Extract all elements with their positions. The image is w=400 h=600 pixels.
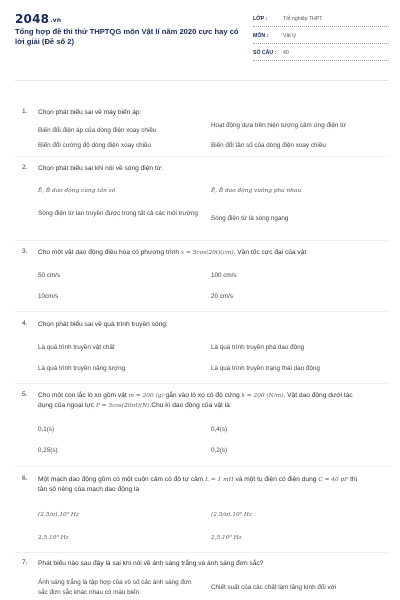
- option-c[interactable]: 0,25(s): [38, 447, 58, 454]
- question-text: [38, 475, 368, 495]
- option-d-text: 2,5.10⁶ Hz: [211, 535, 242, 541]
- question-number: 3.: [22, 248, 28, 255]
- question-text-part: Cho một con lắc lò xo gồm vật: [38, 392, 129, 399]
- exam-meta: [253, 14, 389, 65]
- option-a-text: (2.5/π).10⁵ Hz: [38, 512, 79, 518]
- question-number: 4.: [22, 320, 28, 327]
- meta-count-value: 40: [283, 50, 289, 56]
- question-number: 7.: [22, 559, 28, 566]
- option-b[interactable]: [211, 510, 371, 521]
- header-divider: [15, 80, 389, 81]
- question-text-part: gắn vào lò xo có độ cứng: [163, 392, 242, 399]
- option-b[interactable]: 100 cm/s: [211, 272, 237, 279]
- option-a[interactable]: 0,1(s): [38, 426, 55, 433]
- question-separator: [15, 240, 389, 241]
- meta-subject-value: Vật lý: [283, 33, 296, 39]
- site-logo[interactable]: [15, 12, 61, 26]
- option-c-text: 2,5.10⁵ Hz: [38, 535, 69, 541]
- option-b[interactable]: Hoạt động dựa trên hiện tượng cảm ứng điện từ: [211, 122, 347, 129]
- meta-class-label: LỚP :: [253, 16, 268, 22]
- question-text-part: thì tần số riêng của mạch dao động là: [38, 476, 358, 493]
- meta-count-label: SỐ CÂU :: [253, 50, 277, 56]
- question-text-part: . Vật dao động dưới tác dụng của ngoại lực: [38, 392, 353, 409]
- document-title: Tổng hợp đề thi thử THPTQG môn Vật lí năm 2020 cực hay có lời giải (Đề số 2): [15, 27, 239, 46]
- logo-text: 2048: [15, 12, 50, 26]
- option-d[interactable]: Là quá trình truyền trạng thái dao động: [211, 365, 320, 372]
- option-b[interactable]: Chiết suất của các chất làm lăng kính đối với: [211, 584, 337, 591]
- question-text: [38, 391, 368, 411]
- question-separator: [15, 311, 389, 312]
- question-separator: [15, 156, 389, 157]
- question-number: 1.: [22, 108, 28, 115]
- meta-class-row: [253, 14, 389, 27]
- option-a[interactable]: [38, 186, 198, 197]
- meta-class-value: Tốt nghiệp THPT: [283, 16, 323, 22]
- question-text: Chọn phát biểu sai về quá trình truyền sóng:: [38, 321, 168, 328]
- question-number: 5.: [22, 391, 28, 398]
- option-d[interactable]: 20 cm/s: [211, 293, 234, 300]
- option-b-text: Ē, B̄ dao động vuông pha nhau: [211, 188, 302, 194]
- option-c[interactable]: Sóng điện từ lan truyền được trong tất cả các môi trường: [38, 210, 198, 217]
- equation-stiffness: k = 200 (N/m): [241, 393, 284, 399]
- option-d[interactable]: Biến đổi tần số của dòng điện xoay chiều: [211, 142, 326, 149]
- question-text-part: Một mạch dao động gồm có một cuộn cảm có độ tự cảm: [38, 476, 206, 483]
- question-text: Phát biểu nào sau đây là sai khi nói về ánh sáng trắng và ánh sáng đơn sắc?: [38, 560, 264, 567]
- option-b[interactable]: 0,4(s): [211, 426, 228, 433]
- option-a[interactable]: [38, 510, 198, 521]
- option-d[interactable]: Sóng điện từ là sóng ngang: [211, 215, 289, 222]
- question-text-part: . Vận tốc cực đại của vật: [233, 249, 307, 256]
- option-c[interactable]: Là quá trình truyền năng lượng: [38, 365, 126, 372]
- option-d[interactable]: [211, 533, 371, 544]
- question-text-part: Cho một vật dao động điều hòa có phương trình: [38, 249, 181, 256]
- question-number: 6.: [22, 475, 28, 482]
- option-a[interactable]: 50 cm/s: [38, 272, 61, 279]
- option-a[interactable]: Ánh sáng trắng là tập hợp của vô số các ánh sáng đơn sắc đơn sắc khác nhau có màu biến: [38, 579, 192, 596]
- equation: x = 5cos(20t)(cm): [180, 250, 234, 256]
- question-separator: [15, 466, 389, 467]
- option-b[interactable]: [211, 186, 371, 197]
- option-a-text: Ē, B̄ dao động cùng tần số: [38, 188, 116, 194]
- question-separator: [15, 383, 389, 384]
- equation-mass: m = 200 (g): [128, 393, 164, 399]
- question-text: Chọn phát biểu sai khi nói về sóng điện từ:: [38, 165, 164, 172]
- question-text-part: và một tụ điện có điện dung: [233, 476, 319, 483]
- equation-inductance: L = 1 mH: [205, 477, 234, 483]
- meta-subject-row: [253, 31, 389, 44]
- meta-subject-label: MÔN :: [253, 33, 269, 39]
- option-c[interactable]: 10cm/s: [38, 293, 59, 300]
- option-b[interactable]: Là quá trình truyền pha dao động: [211, 344, 305, 351]
- question-text: [38, 248, 368, 258]
- question-text-part: .Chu kì dao động của vật là:: [149, 402, 232, 409]
- option-b-text: (2.5/π).10⁶ Hz: [211, 512, 252, 518]
- logo-suffix: .vn: [50, 17, 62, 24]
- meta-count-row: [253, 48, 389, 61]
- option-c[interactable]: [38, 533, 198, 544]
- question-number: 2.: [22, 164, 28, 171]
- option-a[interactable]: Biến đổi điện áp của dòng điện xoay chiều: [38, 127, 157, 134]
- equation-force: F = 5cos(20πt)(N): [95, 403, 150, 409]
- document-header: [0, 0, 400, 68]
- option-c[interactable]: Biến đổi cường độ dòng điện xoay chiều: [38, 142, 152, 149]
- equation-capacitance: C = 40 pF: [318, 477, 349, 483]
- option-a[interactable]: Là quá trình truyền vật chất: [38, 344, 115, 351]
- question-separator: [15, 552, 389, 553]
- question-text: Chọn phát biểu sai về máy biến áp:: [38, 109, 142, 116]
- option-d[interactable]: 0,2(s): [211, 447, 228, 454]
